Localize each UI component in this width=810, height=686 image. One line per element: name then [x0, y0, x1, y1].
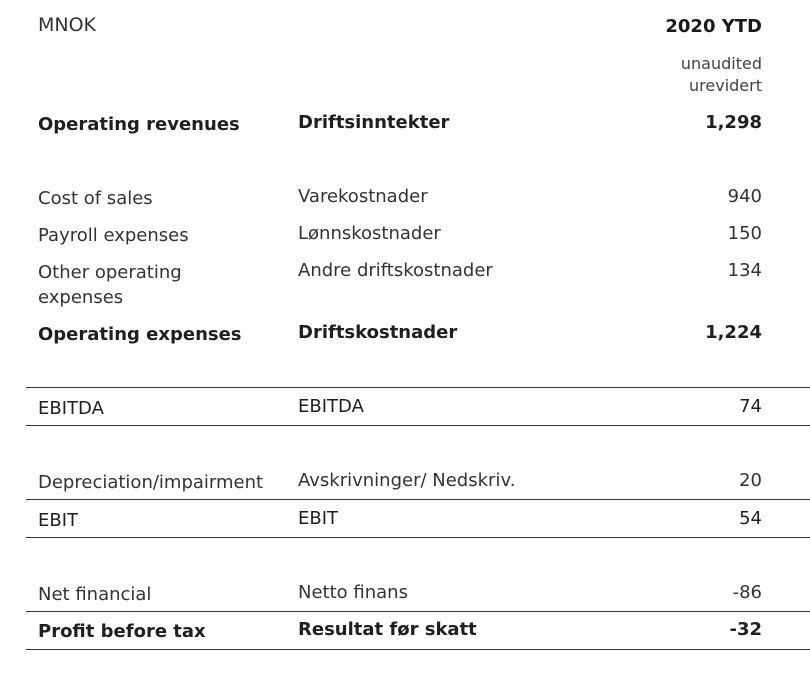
label-en: Net financial [38, 584, 152, 605]
divider [26, 387, 810, 388]
label-no: Driftsinntekter [298, 112, 450, 133]
value: 150 [727, 223, 762, 244]
label-en: EBIT [38, 510, 79, 531]
label-no: Andre driftskostnader [298, 260, 493, 281]
label-en: Payroll expenses [38, 225, 189, 246]
label-no: Avskrivninger/ Nedskriv. [298, 470, 516, 491]
value: 1,298 [705, 112, 762, 133]
label-en: Operating expenses [38, 324, 242, 345]
value: 940 [727, 186, 762, 207]
divider [26, 611, 810, 612]
audit-status-no: urevidert [689, 76, 762, 95]
label-no: Netto finans [298, 582, 408, 603]
value: -32 [729, 619, 762, 640]
label-en: Profit before tax [38, 621, 206, 642]
label-en: Cost of sales [38, 188, 153, 209]
value: 134 [727, 260, 762, 281]
divider [26, 425, 810, 426]
label-no: Driftskostnader [298, 322, 458, 343]
value: -86 [732, 582, 762, 603]
unit-label: MNOK [38, 14, 97, 36]
label-no: EBIT [298, 508, 339, 529]
label-en: Operating revenues [38, 114, 240, 135]
label-en: Depreciation/impairment [38, 472, 264, 493]
label-no: Resultat før skatt [298, 619, 477, 640]
label-no: EBITDA [298, 396, 364, 417]
label-en: EBITDA [38, 398, 104, 419]
value: 20 [739, 470, 762, 491]
period-header: 2020 YTD [665, 16, 762, 37]
divider [26, 499, 810, 500]
audit-status-en: unaudited [680, 54, 762, 73]
label-no: Lønnskostnader [298, 223, 441, 244]
value: 54 [739, 508, 762, 529]
label-en: Other operating expenses [38, 262, 182, 308]
label-no: Varekostnader [298, 186, 428, 207]
value: 1,224 [705, 322, 762, 343]
divider [26, 537, 810, 538]
divider [26, 649, 810, 650]
value: 74 [739, 396, 762, 417]
